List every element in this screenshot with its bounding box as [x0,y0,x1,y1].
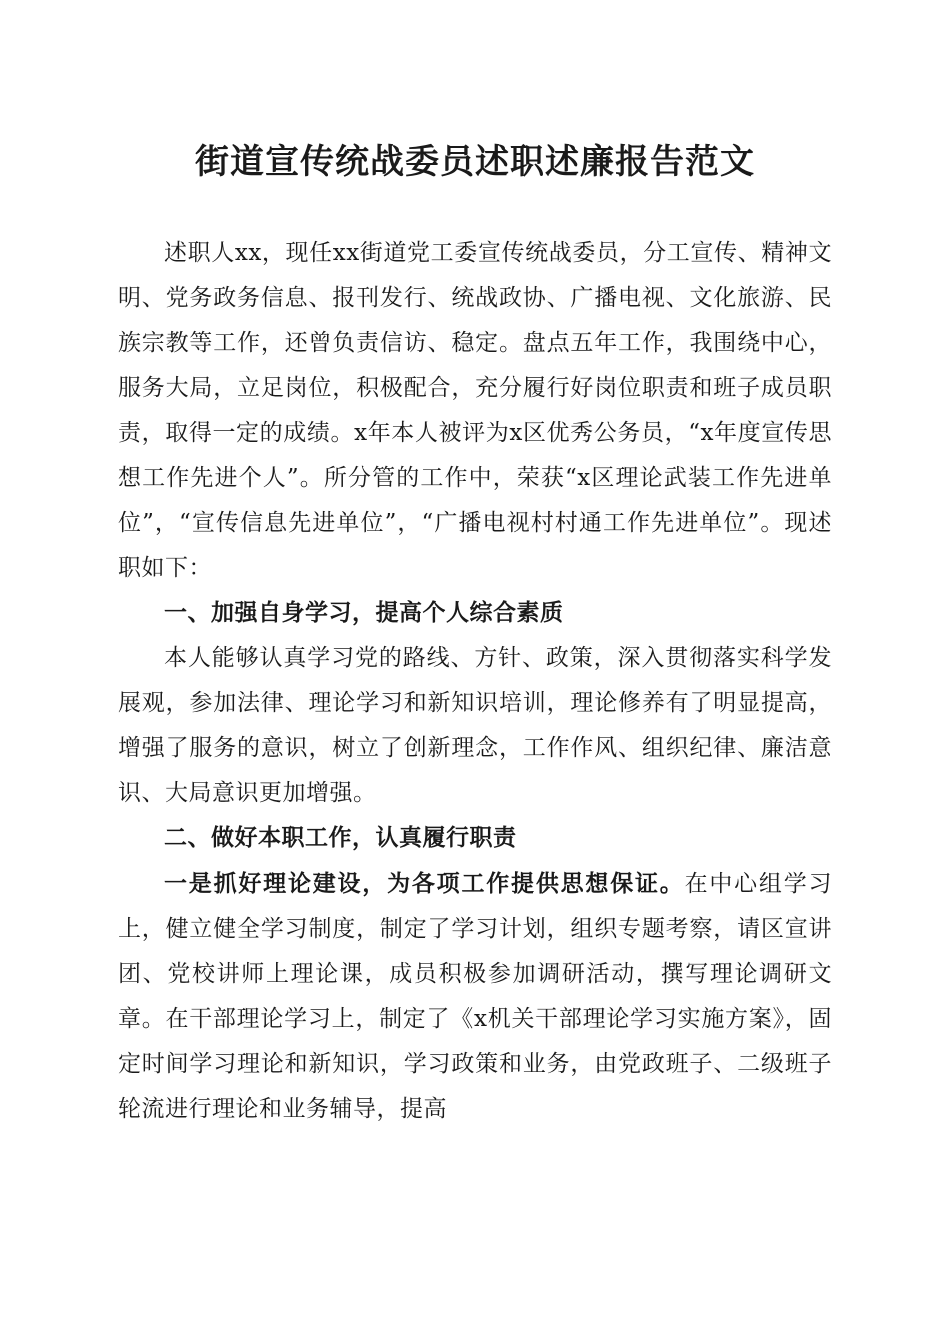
section-2-heading: 二、做好本职工作，认真履行职责 [164,825,517,851]
section-1-paragraph: 本人能够认真学习党的路线、方针、政策，深入贯彻落实科学发展观，参加法律、理论学习和新知识培训，理论修养有了明显提高，增强了服务的意识，树立了创新理念，工作作风、组织纪律、廉洁意识、大局意识更加增强。 [118,645,832,806]
intro-paragraph: 述职人xx，现任xx街道党工委宣传统战委员，分工宣传、精神文明、党务政务信息、报刊发行、统战政协、广播电视、文化旅游、民族宗教等工作，还曾负责信访、稳定。盘点五年工作，我围绕中心，服务大局，立足岗位，积极配合，充分履行好岗位职责和班子成员职责，取得一定的成绩。x年本人被评为x区优秀公务员，“x年度宣传思想工作先进个人”。所分管的工作中，荣获“x区理论武装工作先进单位”，“宣传信息先进单位”，“广播电视村村通工作先进单位”。现述职如下： [118,240,832,581]
document-title: 街道宣传统战委员述职述廉报告范文 [195,142,755,182]
document-page [118,0,832,1132]
section-2-paragraph [118,861,832,1132]
section-2-body-text: 在中心组学习上，健立健全学习制度，制定了学习计划，组织专题考察，请区宣讲团、党校讲师上理论课，成员积极参加调研活动，撰写理论调研文章。在干部理论学习上，制定了《x机关干部理论学习实施方案》，固定时间学习理论和新知识，学习政策和业务，由党政班子、二级班子轮流进行理论和业务辅导，提高 [118,871,833,1122]
section-1-heading: 一、加强自身学习，提高个人综合素质 [164,600,564,626]
section-2-lead-sentence: 一是抓好理论建设，为各项工作提供思想保证。 [164,870,685,897]
document-body [118,231,832,1132]
